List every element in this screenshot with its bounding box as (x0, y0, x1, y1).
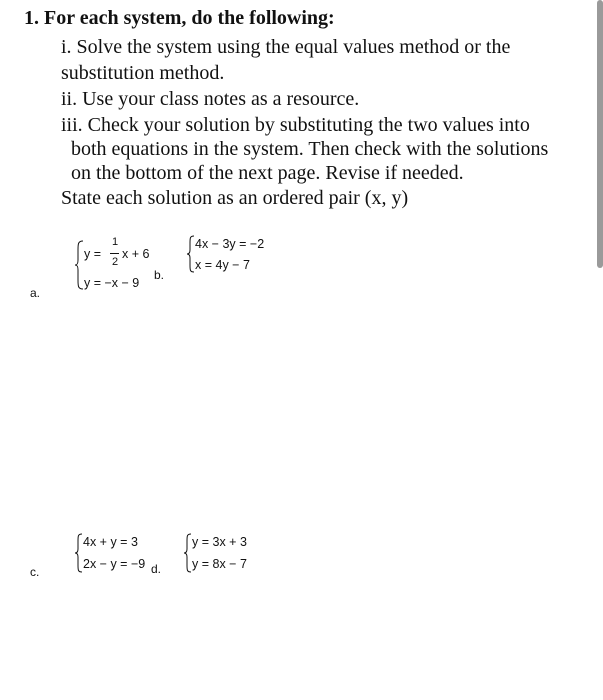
system-c-eq2: 2x − y = −9 (83, 557, 146, 571)
step-iii-line3: on the bottom of the next page. Revise if needed. (71, 162, 464, 184)
system-d-eq2: y = 8x − 7 (192, 557, 247, 571)
system-a-eq1-denominator: 2 (111, 256, 119, 268)
system-c-label: c. (30, 565, 40, 579)
system-d-eq1: y = 3x + 3 (192, 535, 247, 549)
system-a-brace (74, 240, 84, 290)
step-i-line2: substitution method. (61, 62, 225, 84)
system-b-eq2: x = 4y − 7 (195, 258, 250, 272)
step-iii-line1: iii. Check your solution by substituting the two values into (61, 114, 530, 136)
system-a-eq1-numerator: 1 (111, 236, 119, 248)
system-a-label: a. (30, 286, 41, 300)
system-c-brace (74, 533, 83, 573)
step-i-line1: i. Solve the system using the equal values method or the (61, 36, 511, 58)
state-instruction: State each solution as an ordered pair (x, y) (61, 187, 409, 209)
problem-title: 1. For each system, do the following: (24, 7, 335, 29)
system-b-eq1: 4x − 3y = −2 (195, 237, 265, 251)
system-a-fraction-bar (110, 253, 119, 254)
step-ii: ii. Use your class notes as a resource. (61, 88, 360, 110)
system-a-eq2: y = −x − 9 (84, 276, 140, 290)
system-a-eq1-rhs: x + 6 (122, 247, 150, 261)
system-d-label: d. (151, 562, 162, 576)
vertical-scrollbar[interactable] (597, 0, 603, 268)
system-d-brace (183, 533, 192, 573)
step-iii-line2: both equations in the system. Then check with the solutions (71, 138, 549, 160)
system-c-eq1: 4x + y = 3 (83, 535, 138, 549)
system-a-eq1-lhs: y = (84, 247, 102, 261)
system-b-brace (186, 235, 195, 273)
system-b-label: b. (154, 268, 165, 282)
